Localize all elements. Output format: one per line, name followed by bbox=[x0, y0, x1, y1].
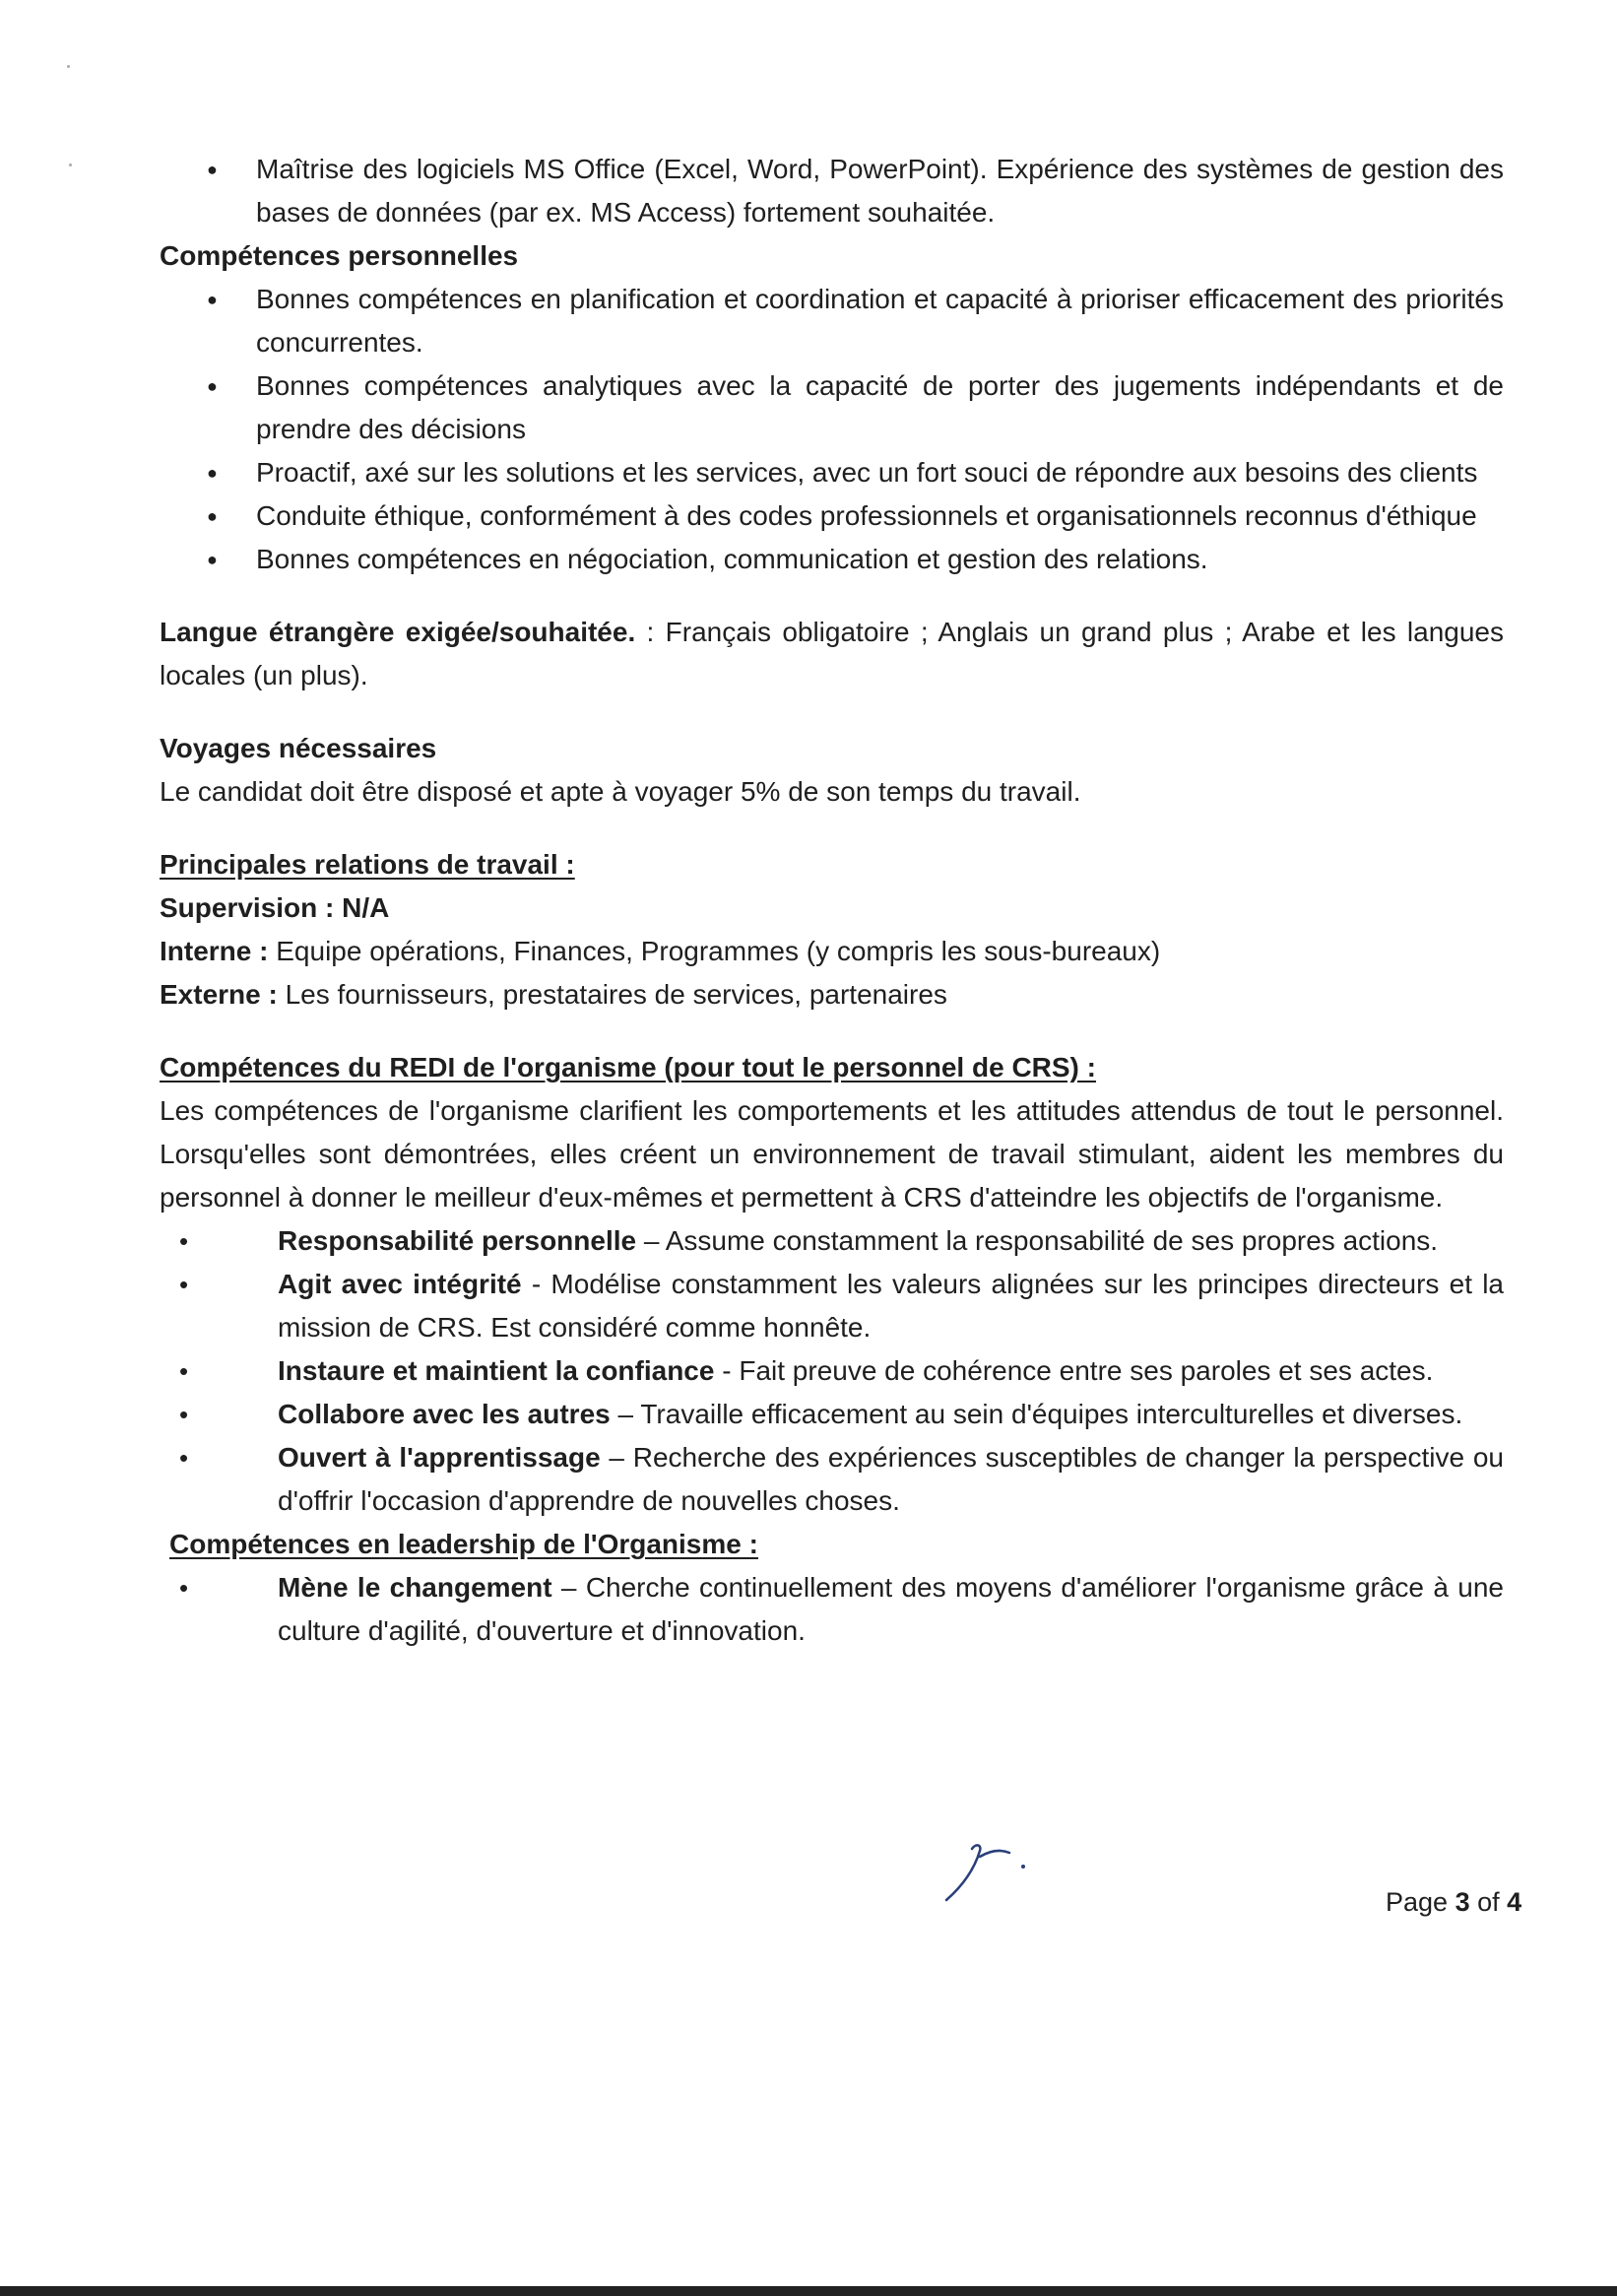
languages-label: Langue étrangère exigée/souhaitée. bbox=[160, 617, 636, 647]
personal-skills-heading: Compétences personnelles bbox=[160, 240, 519, 271]
competency-text: – Recherche des expériences susceptibles de changer la perspective ou d'offrir l'occasion d'apprendre de nouvelles choses. bbox=[278, 1442, 1504, 1516]
competency-text: - Modélise constamment les valeurs alignées sur les principes directeurs et la mission de CRS. Est considéré comme honnête. bbox=[278, 1269, 1505, 1343]
list-item bbox=[160, 1436, 1504, 1523]
page-prefix: Page bbox=[1386, 1887, 1455, 1917]
page-current: 3 bbox=[1455, 1887, 1470, 1917]
competency-text: - Fait preuve de cohérence entre ses paroles et ses actes. bbox=[714, 1355, 1434, 1386]
technical-skills-list bbox=[160, 148, 1504, 234]
competency-title: Collabore avec les autres bbox=[278, 1399, 611, 1429]
page-total: 4 bbox=[1507, 1887, 1522, 1917]
competency-title: Responsabilité personnelle bbox=[278, 1225, 637, 1256]
redi-heading: Compétences du REDI de l'organisme (pour tout le personnel de CRS) : bbox=[160, 1052, 1096, 1082]
internal-line bbox=[160, 930, 1504, 973]
scan-speck bbox=[69, 164, 72, 166]
list-item: ● Maîtrise des logiciels MS Office (Excel, Word, PowerPoint). Expérience des systèmes de gestion des bases de données (par ex. MS Access) fortement souhaitée. bbox=[160, 148, 1504, 234]
competency-title: Agit avec intégrité bbox=[278, 1269, 522, 1299]
list-item bbox=[160, 1263, 1504, 1349]
redi-intro: Les compétences de l'organisme clarifient les comportements et les attitudes attendus de tout le personnel. Lorsqu'elles sont démontrées, elles créent un environnement de travail stimulant, aident les membres du personnel à donner le meilleur d'eux-mêmes et permettent à CRS d'atteindre les objectifs de l'organisme. bbox=[160, 1095, 1504, 1213]
initials-signature bbox=[940, 1837, 1039, 1906]
page-middle: of bbox=[1469, 1887, 1508, 1917]
page-content bbox=[160, 148, 1504, 1653]
competency-title: Ouvert à l'apprentissage bbox=[278, 1442, 601, 1473]
scan-speck bbox=[67, 65, 70, 68]
competency-title: Mène le changement bbox=[278, 1572, 552, 1603]
languages-text: : Français obligatoire ; Anglais un grand plus ; Arabe et les langues locales (un plus). bbox=[160, 617, 1504, 690]
external-line bbox=[160, 973, 1504, 1017]
internal-label: Interne : bbox=[160, 936, 269, 966]
list-item bbox=[160, 1349, 1504, 1393]
languages-paragraph bbox=[160, 611, 1504, 697]
external-text: Les fournisseurs, prestataires de services, partenaires bbox=[277, 979, 947, 1010]
internal-text: Equipe opérations, Finances, Programmes (y compris les sous-bureaux) bbox=[268, 936, 1161, 966]
leadership-heading: Compétences en leadership de l'Organisme : bbox=[169, 1529, 758, 1559]
competency-text: – Travaille efficacement au sein d'équipes interculturelles et diverses. bbox=[610, 1399, 1463, 1429]
leadership-competencies-list bbox=[160, 1566, 1504, 1653]
redi-competencies-list bbox=[160, 1219, 1504, 1523]
competency-text: – Assume constamment la responsabilité de ses propres actions. bbox=[636, 1225, 1439, 1256]
list-item bbox=[160, 1393, 1504, 1436]
competency-title: Instaure et maintient la confiance bbox=[278, 1355, 715, 1386]
list-item bbox=[160, 1219, 1504, 1263]
list-item: ● Proactif, axé sur les solutions et les services, avec un fort souci de répondre aux besoins des clients bbox=[160, 451, 1504, 494]
page-number bbox=[1386, 1887, 1521, 1918]
travel-heading: Voyages nécessaires bbox=[160, 733, 437, 763]
list-item: ● Conduite éthique, conformément à des codes professionnels et organisationnels reconnus d'éthique bbox=[160, 494, 1504, 538]
supervision-line: Supervision : N/A bbox=[160, 892, 390, 923]
competency-text: – Cherche continuellement des moyens d'améliorer l'organisme grâce à une culture d'agilité, d'ouverture et d'innovation. bbox=[278, 1572, 1504, 1646]
travel-text: Le candidat doit être disposé et apte à voyager 5% de son temps du travail. bbox=[160, 776, 1081, 807]
list-item: ● Bonnes compétences en planification et coordination et capacité à prioriser efficacement des priorités concurrentes. bbox=[160, 278, 1504, 364]
personal-skills-list bbox=[160, 278, 1504, 581]
list-item: ● Bonnes compétences en négociation, communication et gestion des relations. bbox=[160, 538, 1504, 581]
scan-bottom-edge bbox=[0, 2286, 1617, 2296]
list-item bbox=[160, 1566, 1504, 1653]
external-label: Externe : bbox=[160, 979, 278, 1010]
relations-heading: Principales relations de travail : bbox=[160, 849, 575, 880]
list-item: ● Bonnes compétences analytiques avec la capacité de porter des jugements indépendants et de prendre des décisions bbox=[160, 364, 1504, 451]
